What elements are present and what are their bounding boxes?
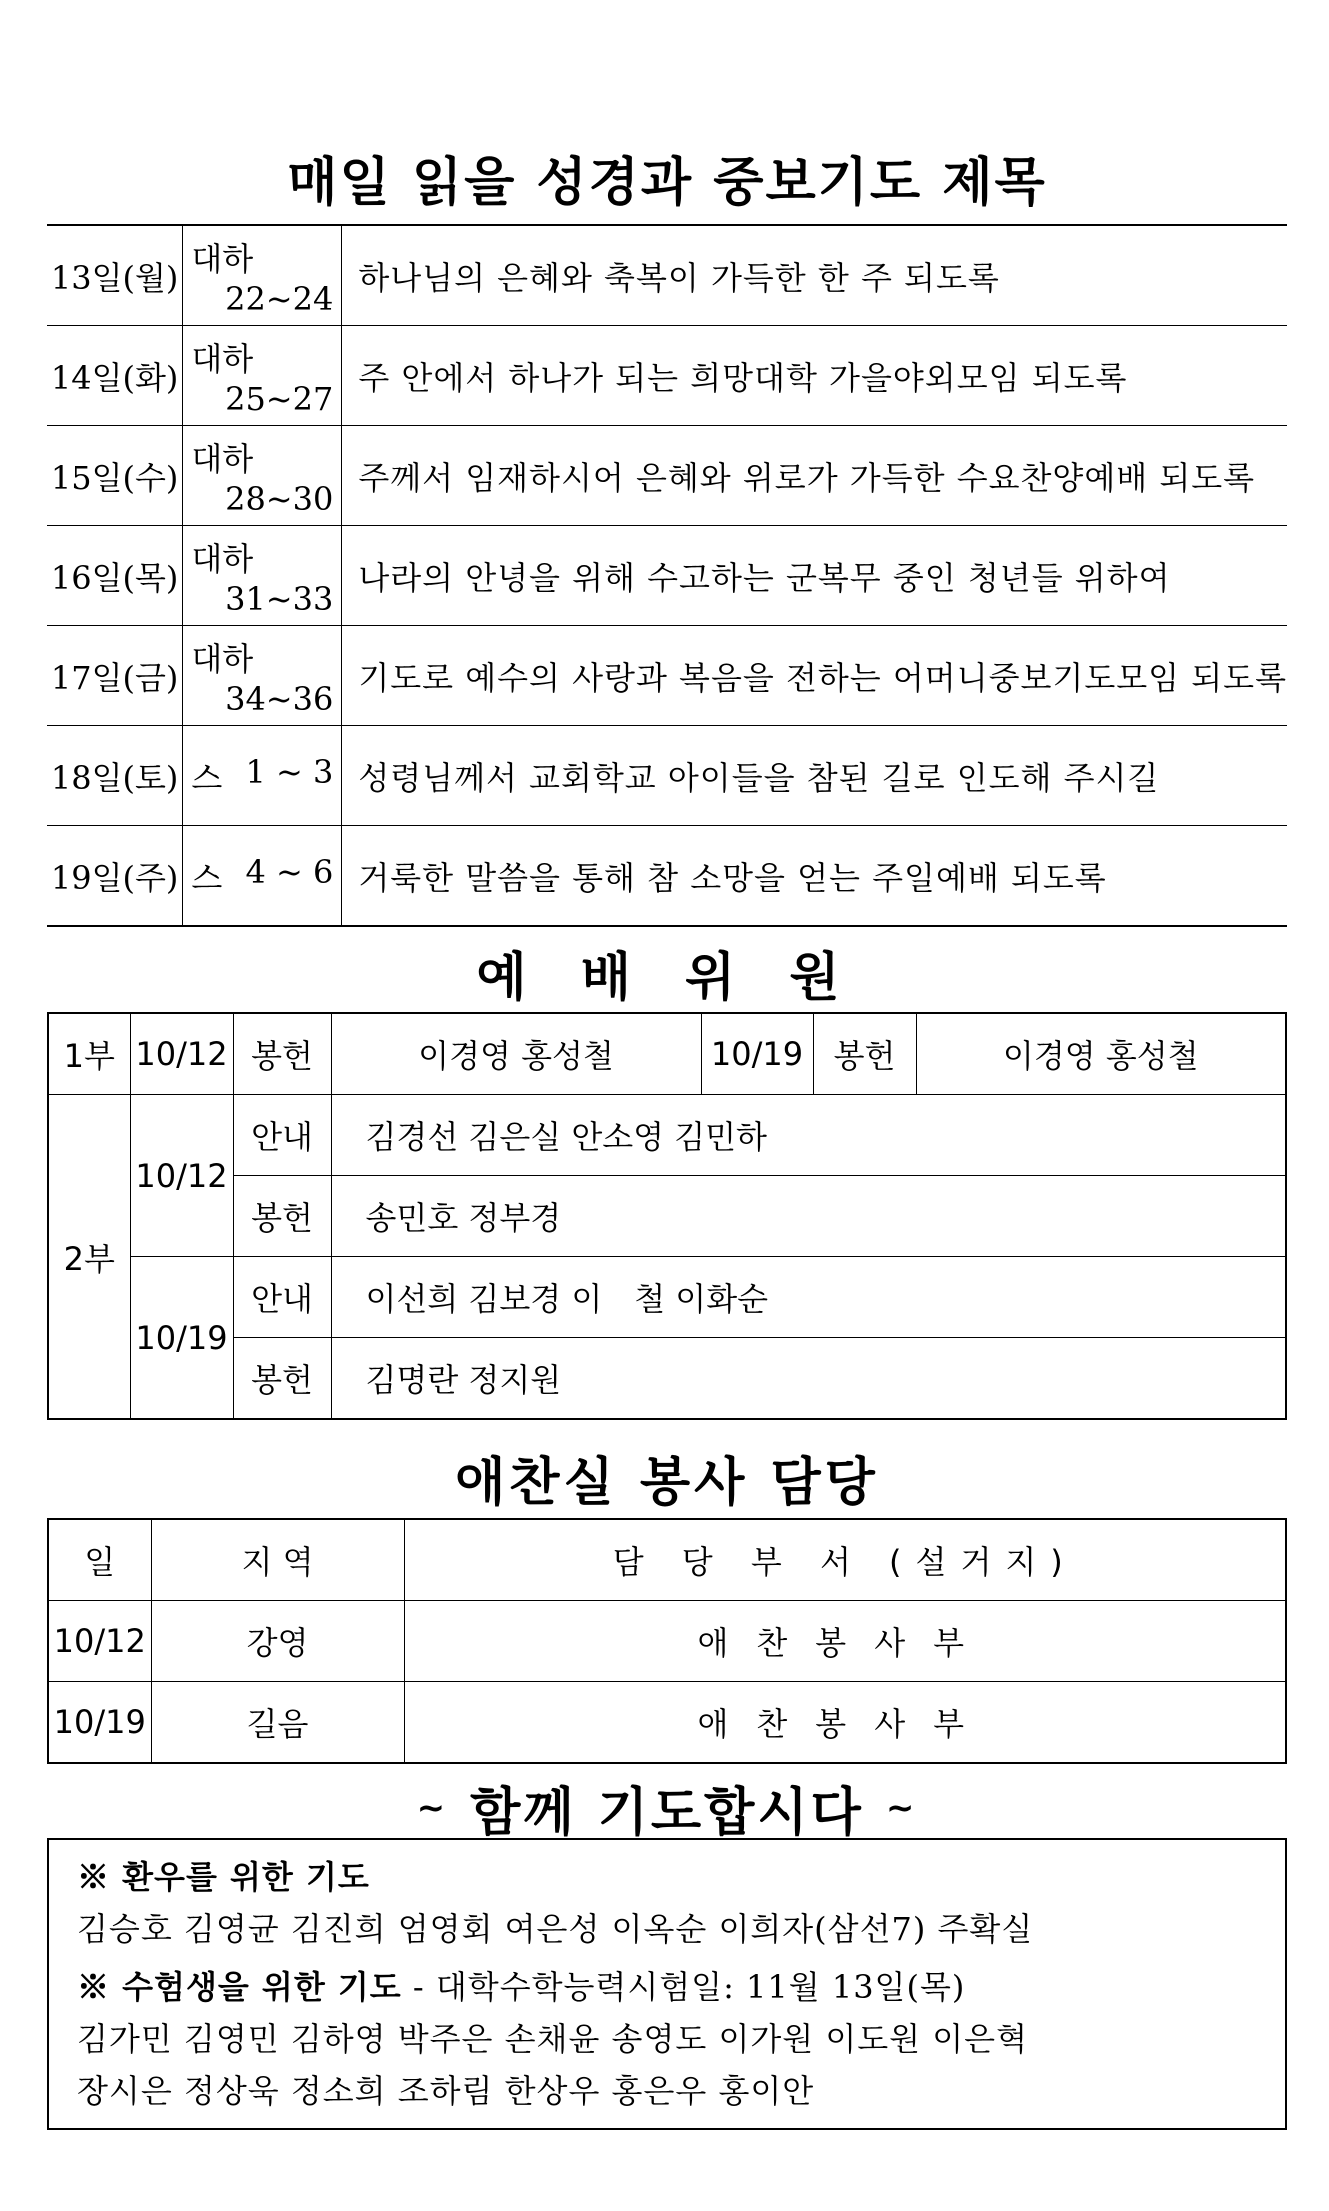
exam-prayer-names-1: 김가민 김영민 김하영 박주은 손채윤 송영도 이가원 이도원 이은혁 xyxy=(77,2020,1029,2058)
header-region: 지 역 xyxy=(151,1519,404,1601)
service-dept: 애찬봉사부 xyxy=(404,1601,1286,1682)
table-row xyxy=(47,326,1287,426)
reading-book: 대하 xyxy=(191,439,254,478)
reading-cell xyxy=(183,426,342,526)
reading-book: 대하 xyxy=(191,339,254,378)
second-offering-label-2: 봉헌 xyxy=(233,1338,331,1420)
day-cell: 17일(금) xyxy=(47,626,183,726)
reading-book: 대하 xyxy=(191,239,254,278)
topic-cell: 나라의 안녕을 위해 수고하는 군복무 중인 청년들 위하여 xyxy=(342,526,1287,626)
worship-committee-title: 예 배 위 원 xyxy=(476,948,858,1008)
second-offering-names-2: 김명란 정지원 xyxy=(331,1338,1286,1420)
reading-chapters: 1 ~ 3 xyxy=(245,752,334,791)
prayer-title: 함께 기도합시다 xyxy=(470,1783,864,1843)
table-row xyxy=(48,1682,1286,1764)
second-service-row xyxy=(48,1257,1286,1338)
reading-cell xyxy=(183,526,342,626)
sick-prayer-heading: ※ 환우를 위한 기도 xyxy=(77,1858,370,1896)
day-cell: 16일(목) xyxy=(47,526,183,626)
prayer-box xyxy=(47,1838,1287,2130)
ornament-right-icon: ~ xyxy=(885,1787,918,1828)
service-region: 길음 xyxy=(151,1682,404,1764)
first-date-1: 10/12 xyxy=(130,1013,233,1095)
service-date: 10/19 xyxy=(48,1682,151,1764)
table-row xyxy=(47,626,1287,726)
header-date: 일 xyxy=(48,1519,151,1601)
first-role-1: 봉헌 xyxy=(233,1013,331,1095)
second-guide-label-2: 안내 xyxy=(233,1257,331,1338)
reading-cell xyxy=(183,626,342,726)
table-row xyxy=(47,426,1287,526)
second-date-1: 10/12 xyxy=(130,1095,233,1257)
reading-chapters: 28~30 xyxy=(225,479,334,518)
service-dept: 애찬봉사부 xyxy=(404,1682,1286,1764)
table-header-row xyxy=(48,1519,1286,1601)
reading-cell xyxy=(183,326,342,426)
topic-cell: 주께서 임재하시어 은혜와 위로가 가득한 수요찬양예배 되도록 xyxy=(342,426,1287,526)
reading-chapters: 4 ~ 6 xyxy=(245,852,334,891)
day-cell: 15일(수) xyxy=(47,426,183,526)
topic-cell: 성령님께서 교회학교 아이들을 참된 길로 인도해 주시길 xyxy=(342,726,1287,826)
second-service-row xyxy=(48,1095,1286,1176)
first-date-2: 10/19 xyxy=(701,1013,813,1095)
table-row xyxy=(48,1601,1286,1682)
second-offering-label-1: 봉헌 xyxy=(233,1176,331,1257)
reading-cell xyxy=(183,726,342,826)
bible-reading-table xyxy=(47,224,1287,927)
day-cell: 14일(화) xyxy=(47,326,183,426)
second-service-label: 2부 xyxy=(48,1095,130,1420)
first-role-2: 봉헌 xyxy=(813,1013,916,1095)
topic-cell: 주 안에서 하나가 되는 희망대학 가을야외모임 되도록 xyxy=(342,326,1287,426)
second-guide-names-2: 이선희 김보경 이 철 이화순 xyxy=(331,1257,1286,1338)
reading-chapters: 22~24 xyxy=(225,279,334,318)
service-region: 강영 xyxy=(151,1601,404,1682)
exam-date-note: - 대학수학능력시험일: 11월 13일(목) xyxy=(401,1968,966,2006)
reading-chapters: 34~36 xyxy=(225,679,334,718)
reading-chapters: 31~33 xyxy=(225,579,334,618)
second-service-row xyxy=(48,1338,1286,1420)
prayer-title-bar xyxy=(47,1770,1287,1845)
reading-chapters: 25~27 xyxy=(225,379,334,418)
worship-committee-table xyxy=(47,1012,1287,1420)
topic-cell: 기도로 예수의 사랑과 복음을 전하는 어머니중보기도모임 되도록 xyxy=(342,626,1287,726)
second-guide-label-1: 안내 xyxy=(233,1095,331,1176)
topic-cell: 하나님의 은혜와 축복이 가득한 한 주 되도록 xyxy=(342,225,1287,326)
sick-prayer-names: 김승호 김영균 김진희 엄영회 여은성 이옥순 이희자(삼선7) 주확실 xyxy=(77,1910,1034,1948)
kitchen-service-table xyxy=(47,1518,1287,1764)
table-row xyxy=(47,526,1287,626)
table-row xyxy=(47,726,1287,826)
day-cell: 18일(토) xyxy=(47,726,183,826)
reading-cell xyxy=(183,826,342,927)
reading-book: 스 xyxy=(191,758,223,797)
service-date: 10/12 xyxy=(48,1601,151,1682)
exam-prayer-heading: ※ 수험생을 위한 기도 xyxy=(77,1968,402,2006)
second-service-row xyxy=(48,1176,1286,1257)
first-names-1: 이경영 홍성철 xyxy=(331,1013,701,1095)
table-row xyxy=(47,826,1287,927)
first-service-row xyxy=(48,1013,1286,1095)
reading-book: 대하 xyxy=(191,539,254,578)
bible-reading-title: 매일 읽을 성경과 중보기도 제목 xyxy=(287,153,1047,213)
first-service-label: 1부 xyxy=(48,1013,130,1095)
day-cell: 13일(월) xyxy=(47,225,183,326)
reading-book: 대하 xyxy=(191,639,254,678)
reading-cell xyxy=(183,225,342,326)
day-cell: 19일(주) xyxy=(47,826,183,927)
second-guide-names-1: 김경선 김은실 안소영 김민하 xyxy=(331,1095,1286,1176)
kitchen-service-title: 애찬실 봉사 담당 xyxy=(455,1453,879,1513)
reading-book: 스 xyxy=(191,858,223,897)
table-row xyxy=(47,225,1287,326)
exam-prayer-names-2: 장시은 정상욱 정소희 조하림 한상우 홍은우 홍이안 xyxy=(77,2072,815,2110)
second-offering-names-1: 송민호 정부경 xyxy=(331,1176,1286,1257)
exam-prayer-line xyxy=(77,1962,965,2008)
first-names-2: 이경영 홍성철 xyxy=(916,1013,1286,1095)
topic-cell: 거룩한 말씀을 통해 참 소망을 얻는 주일예배 되도록 xyxy=(342,826,1287,927)
ornament-left-icon: ~ xyxy=(416,1787,449,1828)
second-date-2: 10/19 xyxy=(130,1257,233,1420)
header-dept: 담 당 부 서 (설거지) xyxy=(404,1519,1286,1601)
